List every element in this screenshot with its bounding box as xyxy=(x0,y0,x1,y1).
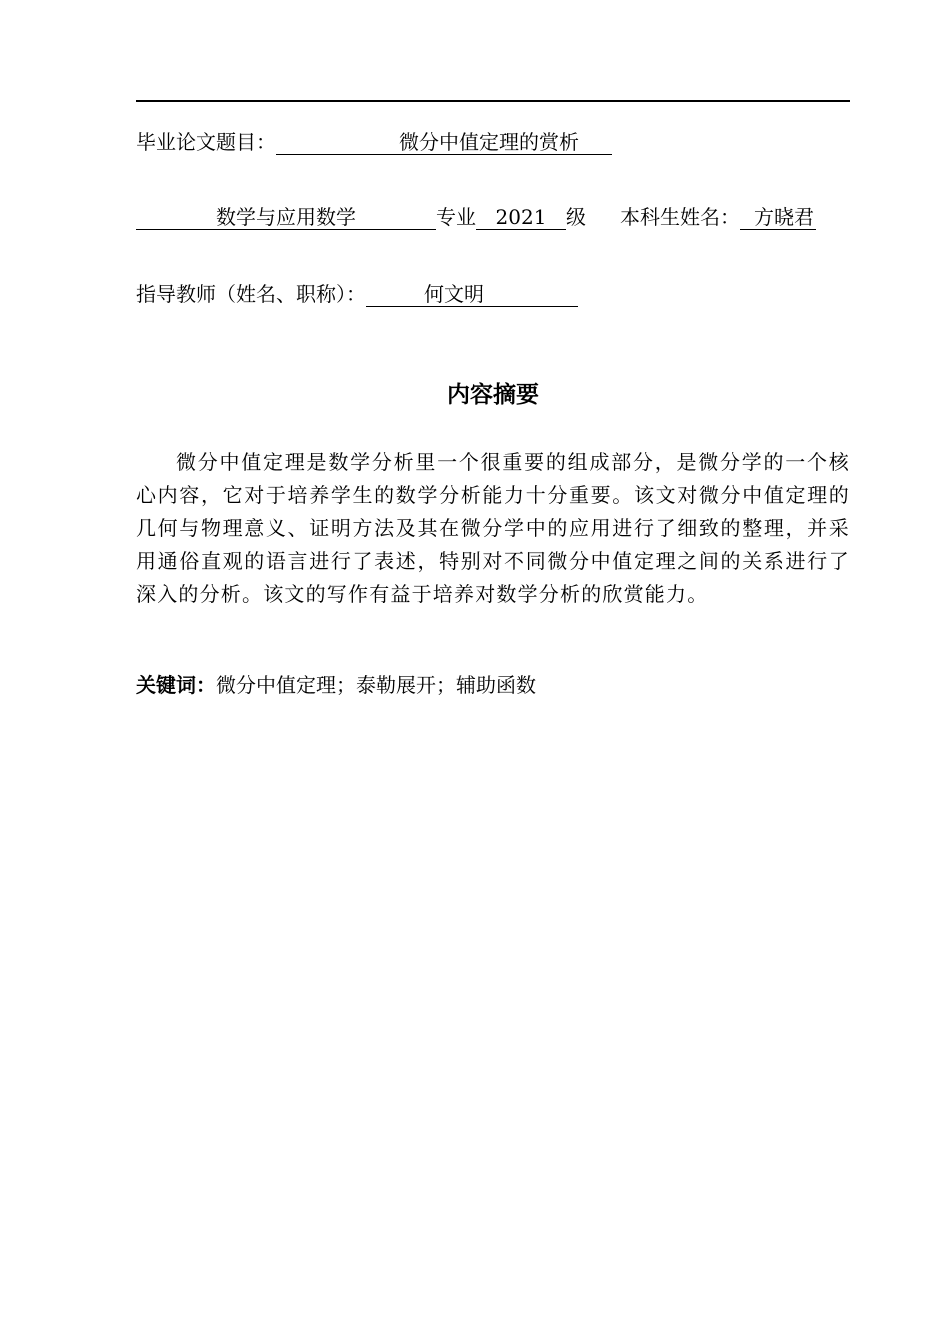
major-row xyxy=(136,203,816,231)
thesis-title-label: 毕业论文题目： xyxy=(136,130,276,154)
thesis-title-row xyxy=(136,128,612,156)
keywords-label: 关键词： xyxy=(136,673,216,697)
keywords-value: 微分中值定理；泰勒展开；辅助函数 xyxy=(216,673,536,697)
advisor-value: 何文明 xyxy=(424,282,484,306)
major-field xyxy=(136,205,436,230)
thesis-title-value: 微分中值定理的赏析 xyxy=(399,130,579,154)
thesis-title-field xyxy=(276,130,612,155)
advisor-label: 指导教师（姓名、职称）： xyxy=(136,282,366,306)
year-label: 级 xyxy=(566,205,586,229)
advisor-field xyxy=(366,282,578,307)
year-value: 2021 xyxy=(476,205,566,230)
abstract-body: 微分中值定理是数学分析里一个很重要的组成部分，是微分学的一个核心内容，它对于培养学生的数学分析能力十分重要。该文对微分中值定理的几何与物理意义、证明方法及其在微分学中的应用进行了细致的整理，并采用通俗直观的语言进行了表述，特别对不同微分中值定理之间的关系进行了深入的分析。该文的写作有益于培养对数学分析的欣赏能力。 xyxy=(136,450,850,606)
keywords-line xyxy=(136,670,536,700)
student-name-label: 本科生姓名： xyxy=(620,205,740,229)
major-value: 数学与应用数学 xyxy=(216,205,356,229)
top-rule xyxy=(136,100,850,102)
abstract-heading: 内容摘要 xyxy=(447,382,539,408)
major-label: 专业 xyxy=(436,205,476,229)
student-name-value: 方晓君 xyxy=(740,205,816,230)
advisor-row xyxy=(136,280,578,308)
